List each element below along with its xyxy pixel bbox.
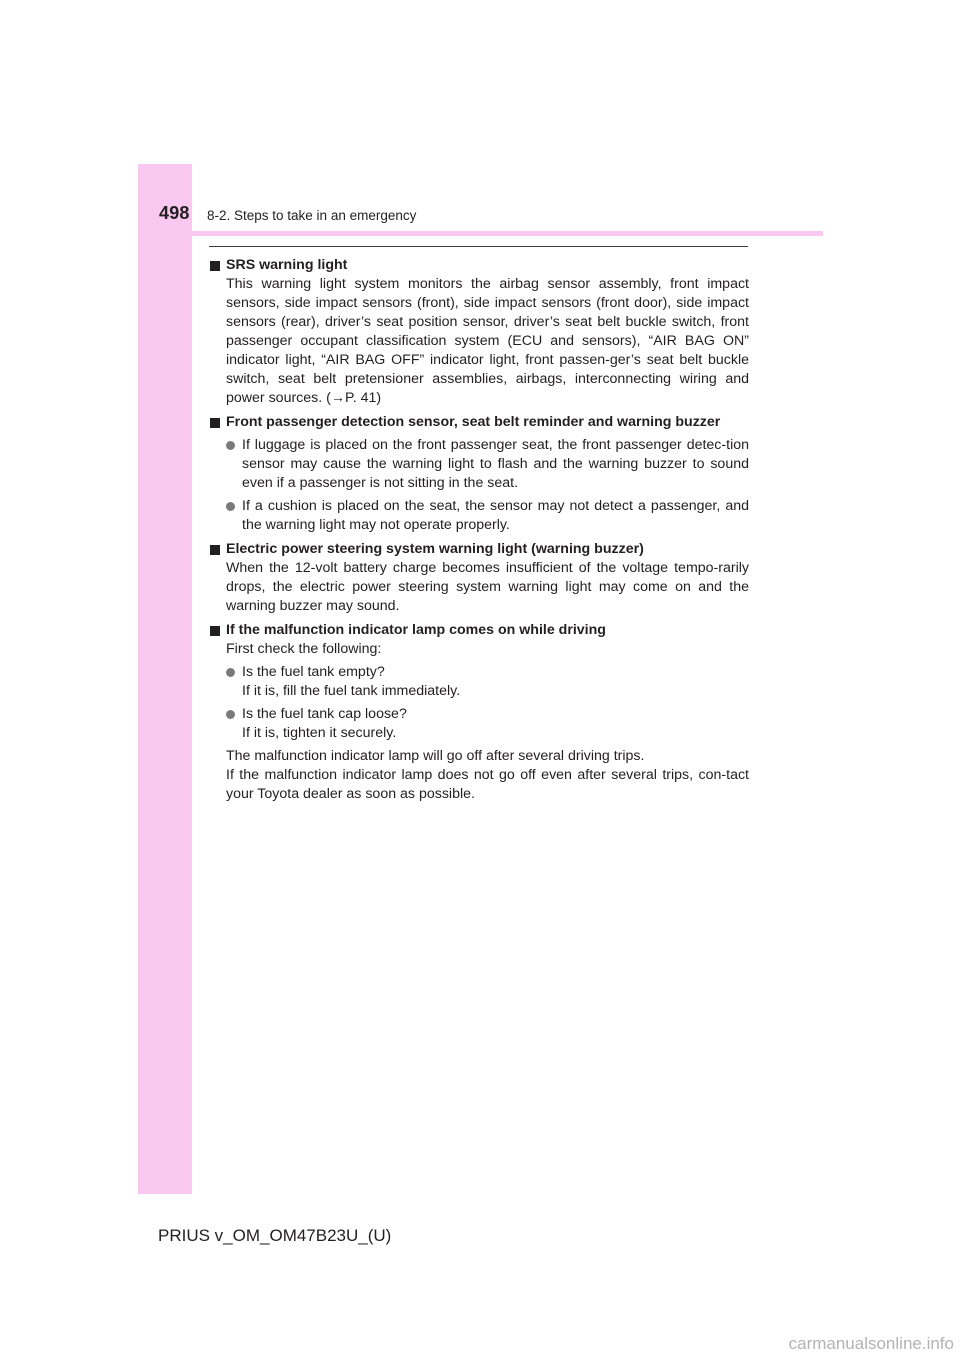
heading-malfunction-indicator: If the malfunction indicator lamp comes on while driving (210, 621, 749, 640)
circle-bullet-icon (226, 710, 235, 719)
circle-bullet-icon (226, 441, 235, 450)
bullet-fuel-cap-loose: Is the fuel tank cap loose? If it is, tighten it securely. (210, 705, 749, 743)
square-bullet-icon (210, 261, 220, 271)
circle-bullet-icon (226, 502, 235, 511)
bullet-luggage: If luggage is placed on the front passenger seat, the front passenger detec-tion sensor may cause the warning light to flash and the warning buzzer to sound even if a passenger is not sitting in the seat. (210, 436, 749, 493)
watermark-link[interactable]: carmanualsonline.info (788, 1334, 954, 1353)
circle-bullet-icon (226, 668, 235, 677)
chapter-sidebar-tab (138, 164, 192, 1194)
heading-power-steering-warning: Electric power steering system warning light (warning buzzer) (210, 540, 749, 559)
page-number: 498 (159, 203, 190, 223)
bullet-fuel-tank-empty: Is the fuel tank empty? If it is, fill the fuel tank immediately. (210, 663, 749, 701)
bullet-cushion: If a cushion is placed on the seat, the sensor may not detect a passenger, and the warning light may not operate properly. (210, 497, 749, 535)
heading-srs-warning-light: SRS warning light (210, 256, 749, 275)
square-bullet-icon (210, 545, 220, 555)
header-rule (209, 246, 748, 247)
heading-front-passenger-sensor: Front passenger detection sensor, seat belt reminder and warning buzzer (210, 413, 749, 432)
paragraph-lamp-goes-off: The malfunction indicator lamp will go off after several driving trips. (226, 748, 645, 764)
paragraph-power-steering: When the 12-volt battery charge becomes insufficient of the voltage tempo-rarily drops, the electric power steering system warning light may come on and the warning buzzer may sound. (226, 560, 749, 614)
paragraph-srs-description: This warning light system monitors the airbag sensor assembly, front impact sensors, side impact sensors (front), side impact sensors (front door), side impact sensors (rear), driver’s seat position sensor, driver’s seat belt buckle switch, front passenger occupant classification system (ECU and sensors), “AIR BAG ON” indicator light, “AIR BAG OFF” indicator light, front passen-ger’s seat belt buckle switch, seat belt pretensioner assemblies, airbags, interconnecting wiring and power sources. (→P. 41) (226, 276, 749, 406)
square-bullet-icon (210, 418, 220, 428)
section-title: 8-2. Steps to take in an emergency (207, 208, 417, 223)
paragraph-contact-dealer: If the malfunction indicator lamp does not go off even after several trips, con-tact your Toyota dealer as soon as possible. (226, 767, 749, 802)
square-bullet-icon (210, 626, 220, 636)
header-accent-band (192, 231, 823, 236)
paragraph-check-intro: First check the following: (226, 641, 382, 657)
footer-model-code: PRIUS v_OM_OM47B23U_(U) (158, 1226, 392, 1245)
page-content (210, 256, 749, 804)
